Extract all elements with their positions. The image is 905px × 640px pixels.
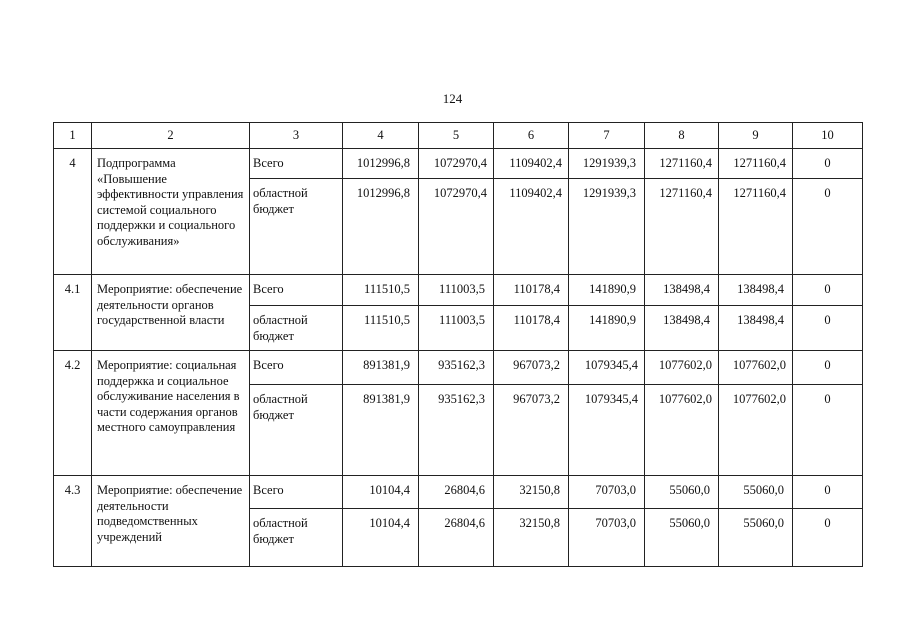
value-cell: 1109402,4 xyxy=(494,149,569,179)
value-cell: 0 xyxy=(793,385,863,476)
value-cell: 111003,5 xyxy=(419,275,494,306)
header-cell: 7 xyxy=(569,123,645,149)
value-cell: 26804,6 xyxy=(419,509,494,567)
value-cell: 111510,5 xyxy=(343,306,419,351)
value-cell: 1079345,4 xyxy=(569,385,645,476)
measure-name: Мероприятие: обеспечение деятельности органов государственной власти xyxy=(92,275,250,351)
row-number: 4.1 xyxy=(54,275,92,351)
value-cell: 891381,9 xyxy=(343,351,419,385)
value-cell: 1271160,4 xyxy=(645,179,719,275)
header-cell: 5 xyxy=(419,123,494,149)
value-cell: 1291939,3 xyxy=(569,149,645,179)
funding-source: Всего xyxy=(250,351,343,385)
value-cell: 1079345,4 xyxy=(569,351,645,385)
value-cell: 55060,0 xyxy=(645,476,719,509)
row-number: 4.2 xyxy=(54,351,92,476)
value-cell: 10104,4 xyxy=(343,509,419,567)
value-cell: 10104,4 xyxy=(343,476,419,509)
funding-source: Всего xyxy=(250,275,343,306)
value-cell: 0 xyxy=(793,149,863,179)
header-cell: 10 xyxy=(793,123,863,149)
value-cell: 111003,5 xyxy=(419,306,494,351)
funding-source: Всего xyxy=(250,149,343,179)
value-cell: 1109402,4 xyxy=(494,179,569,275)
program-name: Подпрограмма «Повышение эффективности управления системой социального поддержки и социального обслуживания» xyxy=(92,149,250,275)
value-cell: 1271160,4 xyxy=(719,179,793,275)
funding-source: областной бюджет xyxy=(250,306,343,351)
value-cell: 1072970,4 xyxy=(419,179,494,275)
value-cell: 55060,0 xyxy=(719,476,793,509)
value-cell: 138498,4 xyxy=(719,306,793,351)
value-cell: 1012996,8 xyxy=(343,149,419,179)
value-cell: 138498,4 xyxy=(719,275,793,306)
row-number: 4 xyxy=(54,149,92,275)
value-cell: 935162,3 xyxy=(419,351,494,385)
header-cell: 1 xyxy=(54,123,92,149)
value-cell: 1072970,4 xyxy=(419,149,494,179)
header-cell: 6 xyxy=(494,123,569,149)
funding-source: областной бюджет xyxy=(250,179,343,275)
value-cell: 26804,6 xyxy=(419,476,494,509)
value-cell: 110178,4 xyxy=(494,306,569,351)
value-cell: 1012996,8 xyxy=(343,179,419,275)
budget-table xyxy=(53,122,863,567)
row-number: 4.3 xyxy=(54,476,92,567)
value-cell: 935162,3 xyxy=(419,385,494,476)
value-cell: 1291939,3 xyxy=(569,179,645,275)
value-cell: 70703,0 xyxy=(569,476,645,509)
value-cell: 55060,0 xyxy=(719,509,793,567)
table-row xyxy=(54,149,863,179)
table-row xyxy=(54,275,863,306)
value-cell: 0 xyxy=(793,509,863,567)
value-cell: 1271160,4 xyxy=(719,149,793,179)
value-cell: 141890,9 xyxy=(569,306,645,351)
header-cell: 4 xyxy=(343,123,419,149)
funding-source: Всего xyxy=(250,476,343,509)
value-cell: 0 xyxy=(793,476,863,509)
measure-name: Мероприятие: социальная поддержка и социальное обслуживание населения в части содержания органов местного самоуправления xyxy=(92,351,250,476)
value-cell: 0 xyxy=(793,275,863,306)
value-cell: 138498,4 xyxy=(645,275,719,306)
value-cell: 32150,8 xyxy=(494,509,569,567)
value-cell: 32150,8 xyxy=(494,476,569,509)
header-row xyxy=(54,123,863,149)
value-cell: 1271160,4 xyxy=(645,149,719,179)
table-row xyxy=(54,351,863,385)
table-row xyxy=(54,476,863,509)
value-cell: 70703,0 xyxy=(569,509,645,567)
funding-source: областной бюджет xyxy=(250,509,343,567)
value-cell: 1077602,0 xyxy=(719,385,793,476)
header-cell: 3 xyxy=(250,123,343,149)
value-cell: 0 xyxy=(793,179,863,275)
value-cell: 1077602,0 xyxy=(719,351,793,385)
value-cell: 0 xyxy=(793,306,863,351)
header-cell: 8 xyxy=(645,123,719,149)
value-cell: 111510,5 xyxy=(343,275,419,306)
value-cell: 138498,4 xyxy=(645,306,719,351)
value-cell: 55060,0 xyxy=(645,509,719,567)
value-cell: 141890,9 xyxy=(569,275,645,306)
measure-name: Мероприятие: обеспечение деятельности подведомственных учреждений xyxy=(92,476,250,567)
header-cell: 9 xyxy=(719,123,793,149)
value-cell: 967073,2 xyxy=(494,351,569,385)
value-cell: 0 xyxy=(793,351,863,385)
value-cell: 1077602,0 xyxy=(645,351,719,385)
funding-source: областной бюджет xyxy=(250,385,343,476)
value-cell: 891381,9 xyxy=(343,385,419,476)
header-cell: 2 xyxy=(92,123,250,149)
value-cell: 110178,4 xyxy=(494,275,569,306)
value-cell: 967073,2 xyxy=(494,385,569,476)
page-number: 124 xyxy=(442,91,463,106)
value-cell: 1077602,0 xyxy=(645,385,719,476)
